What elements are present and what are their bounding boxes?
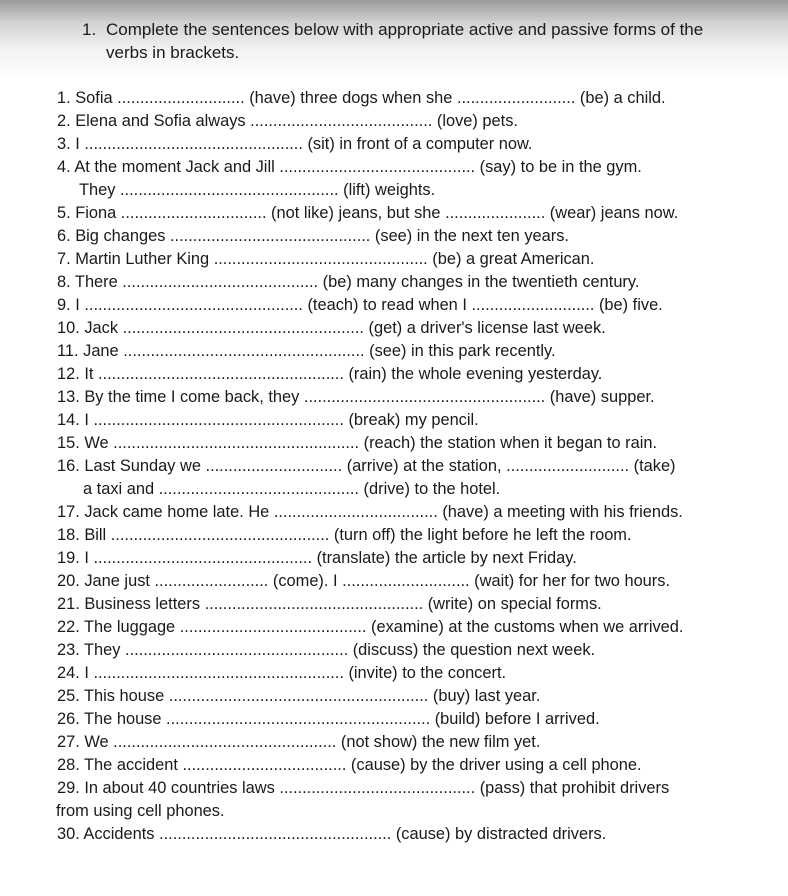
exercise-line: 23. They ................................................. (discuss) the question next week. xyxy=(57,641,596,659)
exercise-line: 11. Jane ..................................................... (see) in this park recently. xyxy=(57,342,556,360)
exercise-line: 28. The accident .................................... (cause) by the driver using a cell phone. xyxy=(57,756,642,774)
exercise-line: 16. Last Sunday we .............................. (arrive) at the station, ........................... (take) xyxy=(57,457,676,475)
exercise-line: 18. Bill ................................................ (turn off) the light before he left the room. xyxy=(57,526,632,544)
exercise-line: 22. The luggage ......................................... (examine) at the customs when we arrived. xyxy=(57,618,684,636)
exercise-line: 10. Jack ..................................................... (get) a driver's license last week. xyxy=(57,319,606,337)
exercise-line: 25. This house ......................................................... (buy) last year. xyxy=(57,687,541,705)
exercise-line: 5. Fiona ................................ (not like) jeans, but she ...................... (wear) jeans now. xyxy=(57,204,679,222)
exercise-line-continuation: a taxi and ............................................ (drive) to the hotel. xyxy=(83,480,501,498)
exercise-line: 13. By the time I come back, they ..................................................... (have) supper. xyxy=(57,388,655,406)
exercise-line: 7. Martin Luther King ............................................... (be) a great American. xyxy=(57,250,595,268)
task-text: Complete the sentences below with appropriate active and passive forms of the verbs in brackets. xyxy=(106,20,704,62)
exercise-line: 1. Sofia ............................ (have) three dogs when she .......................... (be) a child. xyxy=(57,89,666,107)
exercise-line: 8. There ........................................... (be) many changes in the twentieth century. xyxy=(57,273,640,291)
exercise-line: 4. At the moment Jack and Jill ........................................... (say) to be in the gym. xyxy=(57,158,642,176)
exercise-list xyxy=(57,87,777,846)
exercise-line: 15. We ...................................................... (reach) the station when it began to rain. xyxy=(57,434,658,452)
exercise-line: 14. I ....................................................... (break) my pencil. xyxy=(57,411,479,429)
task-number: 1. xyxy=(82,20,97,39)
exercise-line: 21. Business letters ................................................ (write) on special forms. xyxy=(57,595,602,613)
exercise-line: 19. I ................................................ (translate) the article by next Friday. xyxy=(57,549,577,567)
exercise-line: 26. The house .......................................................... (build) before I arrived. xyxy=(57,710,600,728)
exercise-line: 27. We ................................................. (not show) the new film yet. xyxy=(57,733,541,751)
task-instruction xyxy=(82,18,742,64)
exercise-line-continuation: They ................................................ (lift) weights. xyxy=(79,181,436,199)
exercise-line: 2. Elena and Sofia always ........................................ (love) pets. xyxy=(57,112,518,130)
exercise-line: 20. Jane just ......................... (come). I ............................ (wait) for her for two hours. xyxy=(57,572,671,590)
exercise-line: 9. I ................................................ (teach) to read when I ........................... (be) five. xyxy=(57,296,663,314)
exercise-line: 6. Big changes ............................................ (see) in the next ten years. xyxy=(57,227,569,245)
exercise-line: 24. I ....................................................... (invite) to the concert. xyxy=(57,664,507,682)
exercise-line: 3. I ................................................ (sit) in front of a computer now. xyxy=(57,135,533,153)
exercise-line: 17. Jack came home late. He .................................... (have) a meeting with his friends. xyxy=(57,503,683,521)
exercise-line-continuation: from using cell phones. xyxy=(56,802,225,820)
exercise-line: 30. Accidents ................................................... (cause) by distracted drivers. xyxy=(57,825,607,843)
exercise-line: 12. It ...................................................... (rain) the whole evening yesterday. xyxy=(57,365,603,383)
exercise-line: 29. In about 40 countries laws ........................................... (pass) that prohibit drivers xyxy=(57,779,670,797)
